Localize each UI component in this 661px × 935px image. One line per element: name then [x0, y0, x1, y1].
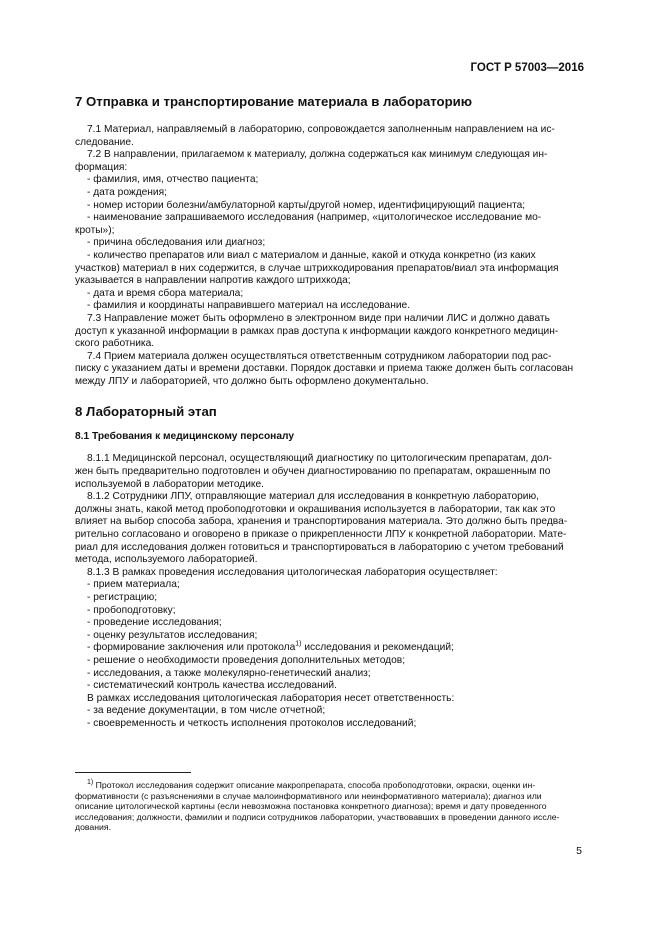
list-item: - систематический контроль качества исследований. — [87, 680, 337, 692]
list-item: - формирование заключения или протокола$^{1)}$ исследования и рекомендаций; — [87, 640, 454, 654]
paragraph-8-1-2: 8.1.2 Сотрудники ЛПУ, отправляющие материал для исследования в конкретную лабораторию, должны знать, какой метод пробоподготовки и окрашивания используется в лаборатории, так как это влияет на выбор способа забора, хранения и транспортирования материала. Это должно быть предва- рительно согласовано и оговорено в приказе о прикрепленности ЛПУ к конкретной лаборатории. Мате- риал для исследования должен готовиться и транспортироваться в лабораторию с учетом требований метода, используемого лабораторией. — [75, 491, 568, 566]
paragraph-7-3: 7.3 Направление может быть оформлено в электронном виде при наличии ЛИС и должно давать доступ к указанной информации в рамках прав доступа к информации каждого конкретного медицин- ского работника. — [75, 312, 559, 350]
list-item: - исследования, а также молекулярно-генетический анализ; — [87, 667, 371, 679]
list-item: - своевременность и четкость исполнения протоколов исследований; — [87, 717, 417, 729]
list-item: - за ведение документации, в том числе отчетной; — [87, 705, 326, 717]
list-item: - решение о необходимости проведения дополнительных методов; — [87, 654, 406, 666]
page-number: 5 — [576, 845, 582, 857]
paragraph-8-1-3: 8.1.3 В рамках проведения исследования цитологическая лаборатория осуществляет: — [87, 566, 498, 578]
footnote-divider — [75, 772, 191, 773]
footnote-reference[interactable]: 1) — [295, 640, 302, 648]
standard-header: ГОСТ Р 57003—2016 — [470, 62, 584, 74]
footnote-mark: 1) — [87, 779, 94, 787]
list-item: - причина обследования или диагноз; — [87, 237, 266, 249]
list-item: - количество препаратов или виал с материалом и данные, какой и откуда конкретно (из каких участков) материал в них содержится, в случае штрихкодирования препаратов/виал эта информация указывается в направлении напротив каждого штрихкода; — [75, 249, 559, 287]
page-content — [75, 94, 584, 731]
list-item: - дата рождения; — [87, 186, 167, 198]
list-item: - регистрацию; — [87, 592, 158, 603]
list-item: - дата и время сбора материала; — [87, 287, 244, 299]
paragraph-7-1: 7.1 Материал, направляемый в лабораторию, сопровождается заполненным направлением на ис- следование. — [75, 124, 555, 148]
list-item: - номер истории болезни/амбулаторной карты/другой номер, идентифицирующий пациента; — [87, 199, 526, 211]
subsection-8-1-title: 8.1 Требования к медицинскому персоналу — [75, 431, 294, 443]
list-item: - пробоподготовку; — [87, 604, 176, 616]
section-7-title: 7 Отправка и транспортирование материала в лабораторию — [75, 94, 473, 109]
footnote: $^{1)}$ Протокол исследования содержит описание макропрепарата, способа пробоподготовки, окраски, оценки ин- формативности (с разъяснениями в случае малоинформативного или неинформативного материала); диагноз или описание цитологической картины (если невозможна постановка конкретного диагноза); время и дату проведенного исследования; должности, фамилии и подписи сотрудников лаборатории, участвовавших в проведении данного иссле- дования. — [75, 779, 560, 833]
list-item: - наименование запрашиваемого исследования (например, «цитологическое исследование мо- кроты»); — [75, 212, 542, 236]
paragraph-7-4: 7.4 Прием материала должен осуществляться ответственным сотрудником лаборатории под рас- писку с указанием даты и времени доставки. Порядок доставки и приема также должен быть согласован между ЛПУ и лабораторией, что должно быть оформлено документально. — [75, 350, 574, 387]
paragraph-7-2: 7.2 В направлении, прилагаемом к материалу, должна содержаться как минимум следующая ин- формация: — [75, 149, 548, 173]
paragraph-responsibility: В рамках исследования цитологическая лаборатория несет ответственность: — [87, 692, 455, 704]
section-8-title: 8 Лабораторный этап — [75, 404, 217, 420]
list-item: - проведение исследования; — [87, 617, 222, 629]
paragraph-8-1-1: 8.1.1 Медицинской персонал, осуществляющий диагностику по цитологическим препаратам, дол- жен быть предварительно подготовлен и обучен диагностированию по препаратам, окрашенным по используемой в лаборатории методике. — [75, 453, 552, 490]
list-item: - фамилия и координаты направившего материал на исследование. — [87, 300, 411, 312]
list-item: - оценку результатов исследования; — [87, 629, 258, 641]
list-item: - фамилия, имя, отчество пациента; — [87, 174, 259, 186]
list-item: - прием материала; — [87, 579, 180, 591]
